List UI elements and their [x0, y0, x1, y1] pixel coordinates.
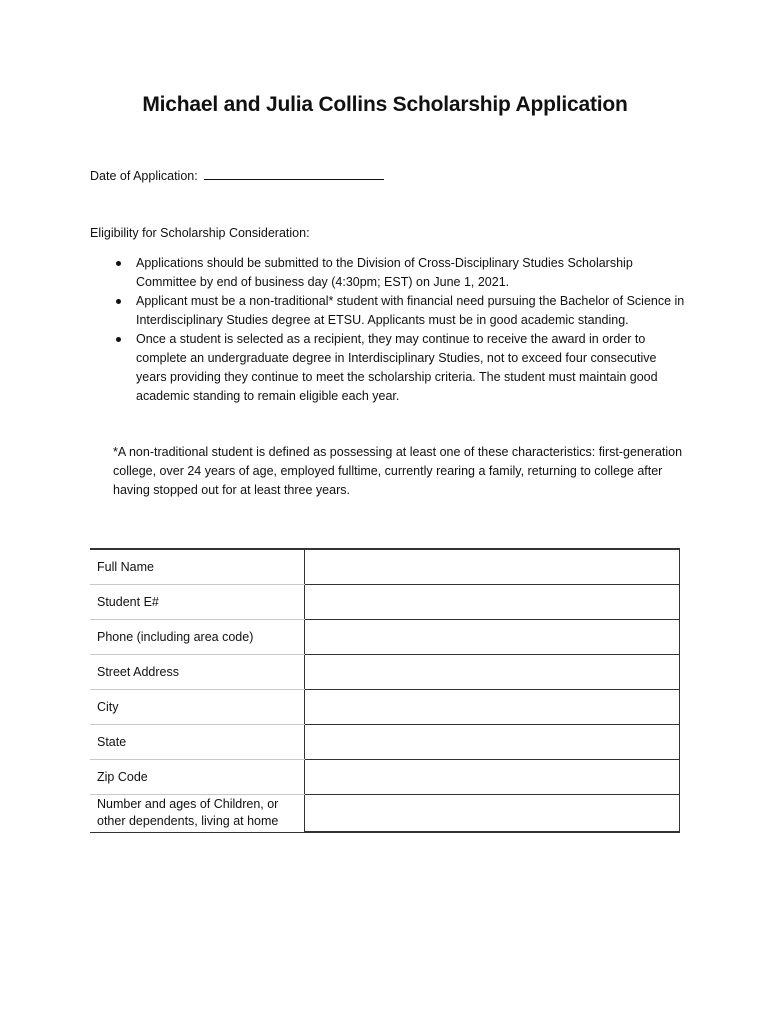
bullet-icon: [116, 337, 121, 342]
list-item: [90, 254, 690, 292]
city-field[interactable]: [305, 690, 680, 725]
field-label-state: State: [90, 725, 305, 760]
date-label: Date of Application:: [90, 169, 198, 183]
page-title: Michael and Julia Collins Scholarship Application: [142, 93, 628, 116]
table-row: [90, 620, 680, 655]
dependents-field[interactable]: [305, 795, 680, 833]
list-item: [90, 292, 690, 330]
date-blank-line[interactable]: [204, 167, 384, 180]
table-row: [90, 690, 680, 725]
list-item-text: Applications should be submitted to the Division of Cross-Disciplinary Studies Scholarship Committee by end of business day (4:30pm; EST) on June 1, 2021.: [136, 256, 633, 289]
date-of-application: [90, 167, 384, 183]
student-e-number-field[interactable]: [305, 585, 680, 620]
list-item-text: Applicant must be a non-traditional* student with financial need pursuing the Bachelor of Science in Interdisciplinary Studies degree at ETSU. Applicants must be in good academic standing.: [136, 294, 685, 327]
field-label-city: City: [90, 690, 305, 725]
field-label-student-e-number: Student E#: [90, 585, 305, 620]
table-row: [90, 585, 680, 620]
non-traditional-footnote: *A non-traditional student is defined as possessing at least one of these characteristics: first-generation college, over 24 years of age, employed fulltime, currently rearing a family, returning to college after having stopped out for at least three years.: [113, 445, 683, 497]
state-field[interactable]: [305, 725, 680, 760]
field-label-full-name: Full Name: [90, 549, 305, 585]
list-item-text: Once a student is selected as a recipient, they may continue to receive the award in order to complete an undergraduate degree in Interdisciplinary Studies, not to exceed four consecutive years providing they continue to meet the scholarship criteria. The student must maintain good academic standing to remain eligible each year.: [136, 332, 658, 403]
table-row: [90, 725, 680, 760]
table-row: [90, 655, 680, 690]
list-item: [90, 330, 690, 406]
street-address-field[interactable]: [305, 655, 680, 690]
field-label-zip-code: Zip Code: [90, 760, 305, 795]
applicant-info-table: [90, 548, 680, 833]
table-row: [90, 760, 680, 795]
full-name-field[interactable]: [305, 549, 680, 585]
table-row: [90, 795, 680, 833]
field-label-street-address: Street Address: [90, 655, 305, 690]
field-label-phone: Phone (including area code): [90, 620, 305, 655]
zip-code-field[interactable]: [305, 760, 680, 795]
eligibility-list: [90, 254, 690, 406]
table-row: [90, 549, 680, 585]
phone-field[interactable]: [305, 620, 680, 655]
field-label-dependents: Number and ages of Children, or other dependents, living at home: [90, 795, 305, 833]
bullet-icon: [116, 261, 121, 266]
bullet-icon: [116, 299, 121, 304]
eligibility-heading: Eligibility for Scholarship Consideration:: [90, 226, 310, 240]
